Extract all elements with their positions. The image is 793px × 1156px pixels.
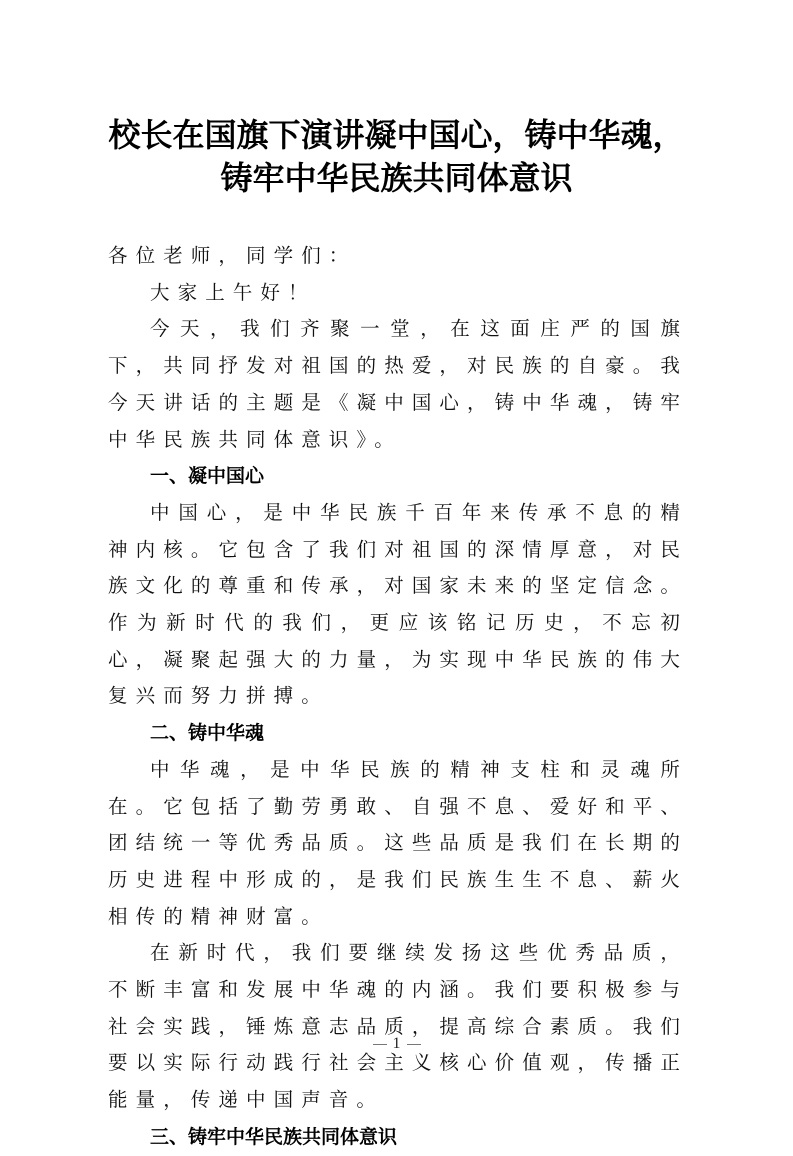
document-title-line-2: 铸牢中华民族共同体意识 [220, 159, 573, 197]
section-1-paragraph-1: 中国心，是中华民族千百年来传承不息的精神内核。它包含了我们对祖国的深情厚意，对民族文化的尊重和传承，对国家未来的坚定信念。作为新时代的我们，更应该铭记历史，不忘初心，凝聚起强大的力量，为实现中华民族的伟大复兴而努力拼搏。 [108, 500, 688, 708]
section-2-paragraph-2: 在新时代，我们要继续发扬这些优秀品质，不断丰富和发展中华魂的内涵。我们要积极参与社会实践，锤炼意志品质，提高综合素质。我们要以实际行动践行社会主义核心价值观，传播正能量，传递中国声音。 [108, 941, 688, 1112]
section-heading-3: 三、铸牢中华民族共同体意识 [150, 1125, 398, 1148]
page-footer [0, 1035, 793, 1053]
intro-paragraph: 今天，我们齐聚一堂，在这面庄严的国旗下，共同抒发对祖国的热爱，对民族的自豪。我今天讲话的主题是《凝中国心，铸中华魂，铸牢中华民族共同体意识》。 [108, 317, 688, 451]
page-number: 1 [392, 1035, 401, 1052]
footer-dash-right [407, 1044, 421, 1045]
section-2-paragraph-1: 中华魂，是中华民族的精神支柱和灵魂所在。它包括了勤劳勇敢、自强不息、爱好和平、团结统一等优秀品质。这些品质是我们在长期的历史进程中形成的，是我们民族生生不息、薪火相传的精神财富。 [108, 757, 688, 928]
document-body [108, 238, 688, 1156]
footer-dash-left [373, 1044, 387, 1045]
greeting: 大家上午好！ [150, 280, 316, 304]
salutation: 各位老师，同学们： [108, 244, 357, 267]
section-heading-1: 一、凝中国心 [150, 465, 265, 488]
section-heading-2: 二、铸中华魂 [150, 722, 265, 745]
document-title-line-1: 校长在国旗下演讲凝中国心，铸中华魂， [108, 116, 685, 154]
